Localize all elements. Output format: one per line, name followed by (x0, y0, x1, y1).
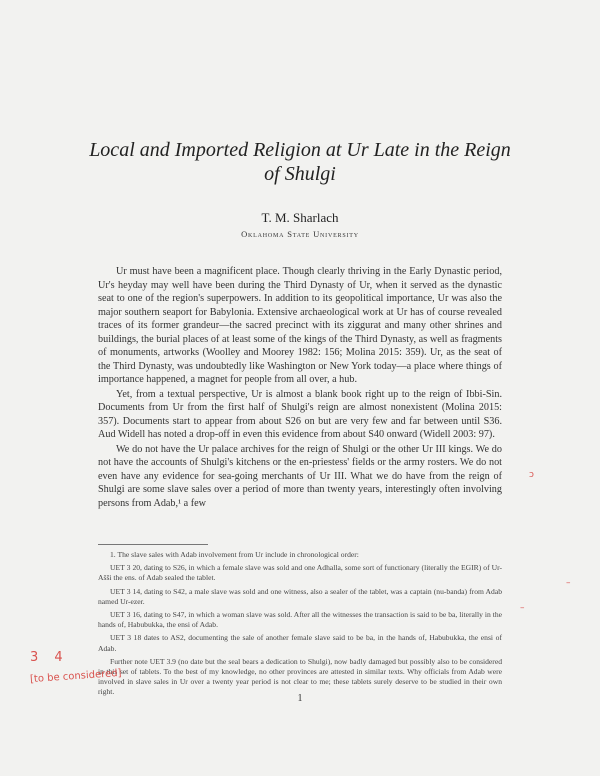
author-affiliation: Oklahoma State University (241, 229, 359, 239)
page-number: 1 (297, 693, 303, 704)
handwritten-margin-note: [to be considered] (29, 667, 122, 686)
footnote: UET 3 18 dates to AS2, documenting the sale of another female slave said to be ba, in the hands of, Habubukka, the ensi of Adab. (98, 633, 502, 653)
footnote: UET 3 20, dating to S26, in which a female slave was sold and one Adhalla, some sort of functionary (literally the EGIR) of Ur-Ašši the ens. of Adab sealed the tablet. (98, 563, 502, 583)
paragraph: We do not have the Ur palace archives for the reign of Shulgi or the other Ur III kings. We do not have the accounts of Shulgi's kitchens or the en-priestess' fields or the army rosters. We do not even have any evidence for sea-going merchants of Ur III. What we do have from the reign of Shulgi are some slave sales over a period of more than twenty years, interestingly often involving persons from Adab,¹ a few (98, 443, 502, 509)
footnotes (98, 550, 502, 701)
author-name: T. M. Sharlach (261, 210, 339, 225)
footnote: 1. The slave sales with Adab involvement from Ur include in chronological order: (110, 550, 359, 559)
handwritten-mark: – (566, 578, 571, 588)
footnote: UET 3 14, dating to S42, a male slave was sold and one witness, also a sealer of the tablet, was a captain (nu-banda) from Adab named Ur-ezer. (98, 586, 502, 606)
footnote: Further note UET 3.9 (no date but the seal bears a dedication to Shulgi), now badly damaged but possibly also to be considered in this set of tablets. To the best of my knowledge, no other provinces are attested in similar texts. Why officials from Adab were involved in slave sales in Ur over a twenty year period is not clear to me; these tablets surely deserve to be studied in their own right. (98, 656, 502, 697)
paragraph: Yet, from a textual perspective, Ur is almost a blank book right up to the reign of Ibbi-Sin. Documents from Ur from the first half of Shulgi's reign are almost nonexistent (Molina 2015: 357). Documents start to appear from about S26 on but are very few and far between until S36. Aud Widell has noted a drop-off in even this evidence from about S40 onward (Widell 2003: 97). (98, 388, 502, 440)
handwritten-mark: – (520, 603, 525, 613)
paragraph: Ur must have been a magnificent place. Though clearly thriving in the Early Dynastic period, Ur's heyday may well have been during the Third Dynasty of Ur, when it served as the dynastic seat to one of the region's superpowers. In addition to its geopolitical importance, Ur was also the major southern seaport for Babylonia. Extensive archaeological work at Ur has of course revealed traces of its former grandeur—the sacred precinct with its ziggurat and many other shrines and buildings, the burial places of at least some of the kings of the Third Dynasty, as well as fragments of monuments, artworks (Woolley and Moorey 1982: 156; Molina 2015: 359). Ur, as the seat of the Third Dynasty, was undoubtedly like Washington or New York today—a place where things of importance happened, a magnet for people from all over, a hub. (98, 266, 502, 385)
paper-title: Local and Imported Religion at Ur Late in the Reign of Shulgi (89, 139, 511, 185)
body-text (98, 265, 502, 510)
handwritten-margin-numbers: 3 4 (30, 650, 69, 665)
footnote-divider (98, 544, 208, 545)
footnote: UET 3 16, dating to S47, in which a woman slave was sold. After all the witnesses the transaction is said to be ba, literally in the hands of, Habubukka, the ensi of Adab. (98, 610, 502, 630)
handwritten-mark: ↄ (529, 470, 534, 480)
